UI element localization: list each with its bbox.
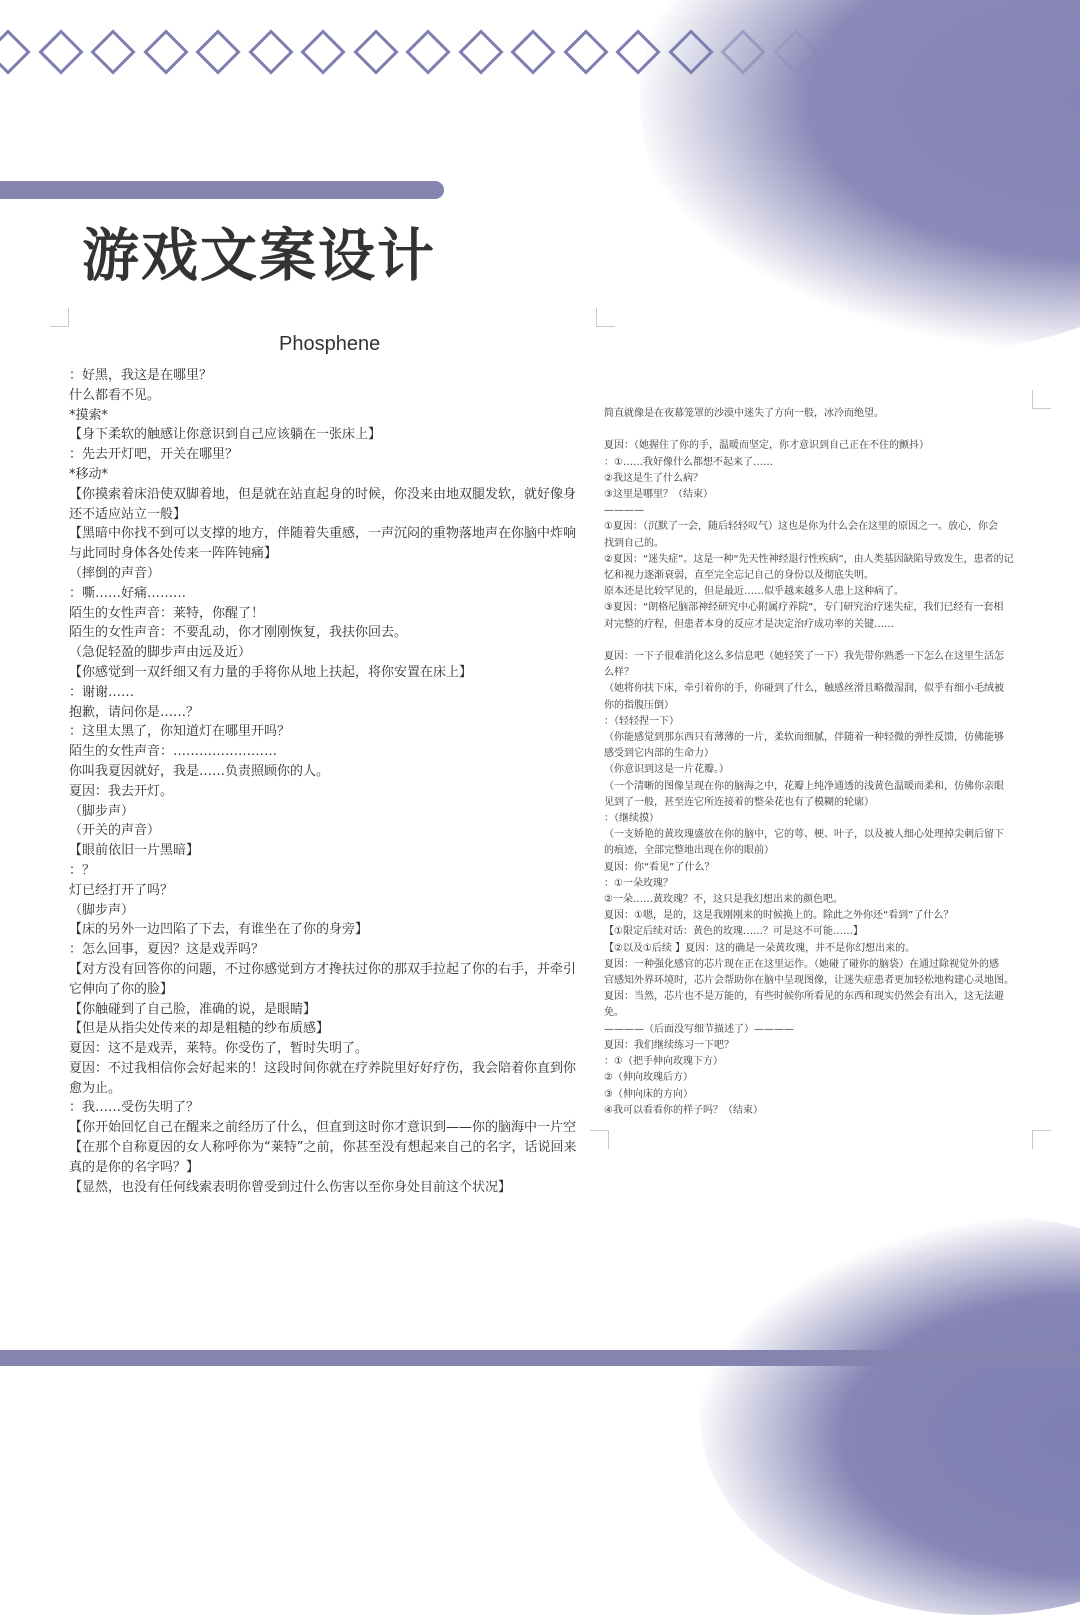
crop-mark	[596, 308, 615, 327]
script-line: 夏因：你“看见”了什么？	[604, 861, 715, 873]
script-line: （急促轻盈的脚步声由远及近）	[69, 645, 252, 661]
script-line: 还不适应站立一般】	[69, 506, 187, 522]
script-line: ：？	[69, 862, 96, 878]
script-line: （你意识到这是一片花瓣。）	[604, 764, 729, 776]
script-line: 【在那个自称夏因的女人称呼你为“莱特”之前，你甚至没有想起来自己的名字，话说回来	[69, 1140, 577, 1156]
script-line: 陌生的女性声音：不要乱动，你才刚刚恢复，我扶你回去。	[69, 625, 408, 641]
page-title: 游戏文案设计	[82, 223, 436, 289]
script-line: 夏因：这不是戏弄，莱特。你受伤了，暂时失明了。	[69, 1041, 369, 1057]
script-line: 灯已经打开了吗？	[69, 882, 174, 898]
script-line: ：怎么回事，夏因？这是戏弄吗？	[69, 942, 265, 958]
diamond-shape	[90, 29, 135, 74]
script-line: （脚步声）	[69, 902, 135, 918]
crop-mark	[590, 1130, 609, 1149]
script-line: 简直就像是在夜幕笼罩的沙漠中迷失了方向一般，冰冷而绝望。	[604, 408, 884, 419]
script-line: （她将你扶下床，牵引着你的手，你碰到了什么，触感丝滑且略微湿润，似乎有细小毛绒被	[604, 683, 1004, 695]
script-line: ：谢谢……	[69, 684, 135, 700]
script-line: *摸索*	[69, 407, 109, 423]
script-line: 【黑暗中你找不到可以支撑的地方，伴随着失重感，一声沉闷的重物落地声在你脑中炸响	[69, 526, 577, 542]
script-line: 对完整的疗程，但患者本身的反应才是决定治疗成功率的关键……	[604, 618, 894, 630]
script-line: 夏因：我们继续练习一下吧？	[604, 1039, 734, 1051]
script-line: ：好黑，我这是在哪里？	[69, 368, 213, 383]
script-line: 【但是从指尖处传来的却是粗糙的纱布质感】	[69, 1021, 330, 1037]
diamond-shape	[668, 29, 713, 74]
script-line: （开关的声音）	[69, 823, 161, 839]
diamond-shape	[563, 29, 608, 74]
diamond-shape	[510, 29, 555, 74]
script-line: ①夏因：（沉默了一会，随后轻轻叹气）这也是你为什么会在这里的原因之一。放心，你会	[604, 521, 998, 533]
script-line: 【①限定后续对话：黄色的玫瑰……？可是这不可能……】	[604, 926, 863, 938]
script-line: ：这里太黑了，你知道灯在哪里开吗？	[69, 724, 291, 740]
script-line: 陌生的女性声音：莱特，你醒了！	[69, 605, 265, 621]
diamond-shape	[195, 29, 240, 74]
crop-mark	[50, 308, 69, 327]
script-line: 【床的另外一边凹陷了下去，有谁坐在了你的身旁】	[69, 922, 369, 938]
script-line: 官感知外界环境时，芯片会帮助你在脑中呈现图像，让迷失症患者更加轻松地构建心灵地图。	[604, 975, 1014, 987]
script-line: ②一朵……黄玫瑰？不，这只是我幻想出来的颜色吧。	[604, 894, 843, 906]
script-line: 【你摸索着床沿使双脚着地，但是就在站直起身的时候，你没来由地双腿发软，就好像身	[69, 486, 577, 502]
diamond-shape	[720, 29, 765, 74]
script-line: 免。	[604, 1007, 624, 1019]
script-line: ②我这是生了什么病？	[604, 472, 703, 484]
diamond-shape	[143, 29, 188, 74]
script-line: ：我……受伤失明了？	[69, 1100, 200, 1116]
script-line: 【身下柔软的触感让你意识到自己应该躺在一张床上】	[69, 427, 382, 443]
script-line: 抱歉，请问你是……？	[69, 704, 200, 720]
script-page-left	[69, 366, 583, 1197]
decorative-purple-blob-bottom	[700, 1215, 1080, 1615]
script-line: 的痕迹，全部完整地出现在你的眼前）	[604, 845, 774, 857]
script-line: 感受到它内部的生命力）	[604, 748, 714, 760]
script-line: 什么都看不见。	[69, 387, 161, 403]
script-line: （一支娇艳的黄玫瑰盛放在你的脑中，它的萼、梗、叶子，以及被人细心处理掉尖刺后留下	[604, 829, 1004, 841]
accent-bar-top	[0, 181, 444, 199]
script-line: 忆和视力逐渐衰弱，直至完全忘记自己的身份以及彻底失明。	[604, 570, 874, 582]
script-line: 【你触碰到了自己脸，准确的说，是眼睛】	[69, 1001, 317, 1017]
script-line: ：①……我好像什么都想不起来了……	[604, 456, 773, 468]
script-line: 夏因：①嗯，是的，这是我刚刚来的时候换上的。除此之外你还“看到”了什么？	[604, 910, 954, 922]
script-line: ②夏因：“迷失症”。这是一种“先天性神经退行性疾病”，由人类基因缺陷导致发生，患者的记	[604, 553, 1014, 565]
diamond-shape	[0, 29, 31, 74]
script-title: Phosphene	[279, 333, 381, 355]
script-line: ③这里是哪里？（结束）	[604, 489, 713, 500]
diamond-shape	[353, 29, 398, 74]
script-line: ：（继续摸）	[604, 813, 659, 825]
script-line: ————（后面没写细节描述了）————	[604, 1023, 794, 1035]
script-line: 真的是你的名字吗？】	[69, 1159, 200, 1175]
script-line: ③（伸向床的方向）	[604, 1088, 693, 1100]
script-line: 你叫我夏因就好，我是……负责照顾你的人。	[69, 763, 330, 779]
diamond-pattern-row	[0, 32, 820, 72]
script-line: 夏因：当然，芯片也不是万能的，有些时候你所看见的东西和现实仍然会有出入，这无法避	[604, 991, 1004, 1003]
script-line: 夏因：（她握住了你的手，温暖而坚定，你才意识到自己正在不住的颤抖）	[604, 440, 929, 452]
script-line: ：①（把手伸向玫瑰下方）	[604, 1056, 723, 1068]
script-line: 夏因：一种强化感官的芯片现在正在这里运作。（她碰了碰你的脑袋）在通过除视觉外的感	[604, 958, 999, 970]
script-line: 夏因：一下子很难消化这么多信息吧（她轻笑了一下）我先带你熟悉一下怎么在这里生活怎	[604, 651, 1004, 663]
script-line: ：（轻轻捏一下）	[604, 715, 679, 727]
diamond-shape	[300, 29, 345, 74]
crop-mark	[1032, 1130, 1051, 1149]
script-line: ③夏因：“朗格尼脑部神经研究中心附属疗养院”，专门研究治疗迷失症，我们已经有一套相	[604, 602, 1004, 614]
diamond-shape	[458, 29, 503, 74]
accent-bar-bottom	[0, 1350, 1080, 1366]
script-line: 原本还是比较罕见的，但是最近……似乎越来越多人患上这种病了。	[604, 586, 904, 598]
script-line: 【你感觉到一双纤细又有力量的手将你从地上扶起，将你安置在床上】	[69, 664, 473, 680]
script-line: （一个清晰的图像呈现在你的脑海之中，花瓣上纯净通透的浅黄色温暖而柔和，仿佛你亲眼	[604, 780, 1004, 792]
script-page-right	[604, 406, 1036, 1119]
diamond-shape	[38, 29, 83, 74]
script-line: 【你开始回忆自己在醒来之前经历了什么，但直到这时你才意识到——你的脑海中一片空	[69, 1120, 577, 1136]
script-line: ：先去开灯吧，开关在哪里？	[69, 447, 239, 463]
script-line: 你的指腹压倒）	[604, 699, 674, 711]
diamond-shape	[248, 29, 293, 74]
script-line: 夏因：不过我相信你会好起来的！这段时间你就在疗养院里好好疗伤，我会陪着你直到你	[69, 1060, 577, 1076]
script-line: （脚步声）	[69, 803, 135, 819]
script-line: *移动*	[69, 466, 109, 482]
diamond-shape	[405, 29, 450, 74]
blank-line	[604, 633, 1036, 649]
script-line: 【②以及①后续 】夏因：这的确是一朵黄玫瑰，并不是你幻想出来的。	[604, 942, 916, 954]
script-line: （你能感觉到那东西只有薄薄的一片，柔软而细腻，伴随着一种轻微的弹性反馈，仿佛能够	[604, 732, 1004, 744]
script-line: 夏因：我去开灯。	[69, 783, 174, 799]
script-line: 找到自己的。	[604, 537, 664, 549]
script-line: ②（伸向玫瑰后方）	[604, 1072, 693, 1084]
script-line: ：嘶……好痛………	[69, 585, 187, 601]
script-line: 见到了一般，甚至连它所连接着的整朵花也有了模糊的轮廓）	[604, 796, 874, 808]
script-line: 愈为止。	[69, 1080, 122, 1096]
script-line: ：①一朵玫瑰？	[604, 877, 673, 889]
diamond-shape	[773, 29, 818, 74]
script-line: ④我可以看看你的样子吗？（结束）	[604, 1104, 763, 1116]
blank-line	[604, 422, 1036, 438]
diamond-shape	[615, 29, 660, 74]
script-line: 与此同时身体各处传来一阵阵钝痛】	[69, 546, 278, 562]
script-line: 【显然，也没有任何线索表明你曾受到过什么伤害以至你身处目前这个状况】	[69, 1179, 512, 1195]
script-line: （摔倒的声音）	[69, 565, 161, 581]
script-line: 【眼前依旧一片黑暗】	[69, 843, 200, 859]
script-line: 么样？	[604, 667, 634, 679]
script-line: 【对方没有回答你的问题，不过你感觉到方才搀扶过你的那双手拉起了你的右手，并牵引	[69, 961, 577, 977]
script-line: ————	[604, 505, 644, 517]
script-line: 陌生的女性声音：……………………	[69, 744, 278, 760]
script-line: 它伸向了你的脸】	[69, 981, 174, 997]
